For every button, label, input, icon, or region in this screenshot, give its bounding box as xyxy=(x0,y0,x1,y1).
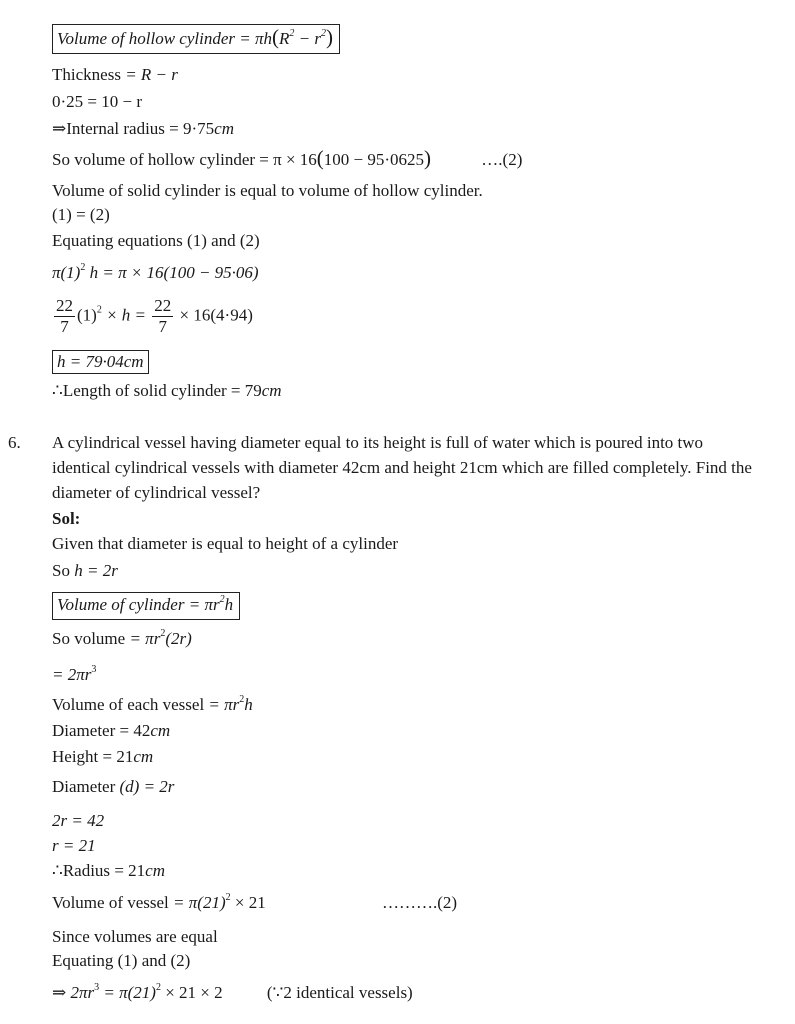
so-volume-line: So volume = $\pi r^2(2r)$ xyxy=(52,628,192,648)
hollow-volume-line: So volume of hollow cylinder = π × 16(100 − 95·0625) ….(2) xyxy=(52,146,523,170)
equate-long: Equating equations (1) and (2) xyxy=(52,231,260,250)
r-value-line: r = 21 xyxy=(52,836,96,855)
equal-volume-statement: Volume of solid cylinder is equal to volume of hollow cylinder. xyxy=(52,181,483,200)
internal-radius-line: ⇒Internal radius = 9·75cm xyxy=(52,119,234,138)
two-pi-r-cubed: = $2\pi r^3$ xyxy=(52,664,97,684)
final-equation: ⇒ $2\pi r^3 = \pi(21)^2 \times 21 \times 2$ (∵2 identical vessels) xyxy=(52,982,413,1002)
equate-short: (1) = (2) xyxy=(52,205,110,224)
question-number: 6. xyxy=(8,433,21,452)
equation-1: $\pi(1)^2$ h = π × 16(100 − 95·06) xyxy=(52,262,259,282)
equation-2: $\frac{22}{7}$ $(1)^2 \times h$ = $\frac{22}{7}$ × 16(4·94) xyxy=(56,296,253,336)
since-line: Since volumes are equal xyxy=(52,927,218,946)
radius-line: ∴Radius = 21cm xyxy=(52,861,165,880)
cylinder-volume-formula: Volume of cylinder = $\pi r^2h$ xyxy=(52,592,240,620)
length-conclusion: ∴Length of solid cylinder = 79cm xyxy=(52,381,282,400)
substitution-line: 0·25 = 10 − r xyxy=(52,92,142,111)
vessel-volume-line: Volume of vessel = $\pi(21)^2 \times 21$ ……….(2) xyxy=(52,892,458,912)
solution-label: Sol: xyxy=(52,509,81,528)
hollow-cylinder-formula: Volume of hollow cylinder = $\pi h(R^2 - r^2)$ xyxy=(52,24,340,54)
given-line: Given that diameter is equal to height of a cylinder xyxy=(52,534,399,553)
height-line: Height = 21cm xyxy=(52,747,154,766)
equating-line: Equating (1) and (2) xyxy=(52,951,191,970)
thickness-line: Thickness = R − r xyxy=(52,65,178,84)
question-text: A cylindrical vessel having diameter equal to its height is full of water which is poured into two identical cylindrical vessels with diameter 42cm and height 21cm which are filled completely. Find the diameter of cylindrical vessel? xyxy=(52,433,752,502)
two-r-line: 2r = 42 xyxy=(52,811,105,830)
diameter-d-line: Diameter (d) = 2r xyxy=(52,777,175,796)
so-h-line: So h = 2r xyxy=(52,561,118,580)
h-result: h = 79·04cm xyxy=(52,350,149,374)
each-vessel-volume: Volume of each vessel = $\pi r^2h$ xyxy=(52,694,253,714)
diameter-line: Diameter = 42cm xyxy=(52,721,171,740)
